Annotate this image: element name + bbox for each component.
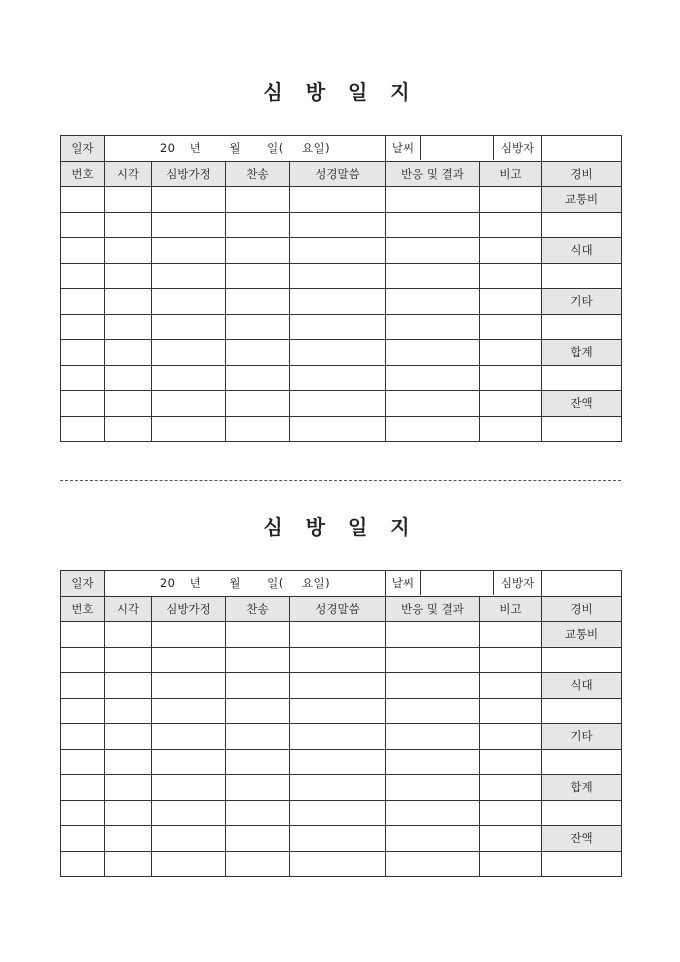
cell-family[interactable]: [152, 263, 226, 289]
cell-number[interactable]: [61, 826, 105, 852]
cell-response[interactable]: [386, 289, 480, 315]
visit-log-table: [60, 570, 622, 877]
table-row: [61, 238, 622, 264]
cell-hymn[interactable]: [226, 749, 290, 775]
col-family: 심방가정: [152, 161, 226, 187]
cell-number[interactable]: [61, 289, 105, 315]
table-row: [61, 263, 622, 289]
header-row: [61, 136, 622, 162]
table-row: [61, 622, 622, 648]
cell-number[interactable]: [61, 187, 105, 213]
cell-time[interactable]: [105, 724, 152, 750]
expense-value[interactable]: [542, 749, 622, 775]
col-scripture: 성경말씀: [290, 161, 386, 187]
cell-response[interactable]: [386, 698, 480, 724]
cell-time[interactable]: [105, 365, 152, 391]
cell-family[interactable]: [152, 851, 226, 877]
cell-note[interactable]: [480, 724, 542, 750]
date-year-prefix: 20: [159, 141, 176, 156]
date-month-unit: 월: [229, 141, 242, 156]
expense-value[interactable]: [542, 800, 622, 826]
expense-value[interactable]: [542, 851, 622, 877]
cell-number[interactable]: [61, 647, 105, 673]
cell-note[interactable]: [480, 851, 542, 877]
cell-scripture[interactable]: [290, 647, 386, 673]
weather-group: [386, 136, 542, 162]
visitor-field[interactable]: [542, 571, 622, 597]
cell-note[interactable]: [480, 673, 542, 699]
cell-family[interactable]: [152, 698, 226, 724]
cell-family[interactable]: [152, 340, 226, 366]
cut-line: [60, 480, 621, 481]
cell-note[interactable]: [480, 775, 542, 801]
cell-number[interactable]: [61, 314, 105, 340]
cell-family[interactable]: [152, 365, 226, 391]
cell-number[interactable]: [61, 851, 105, 877]
expense-label: 합계: [542, 340, 622, 366]
cell-family[interactable]: [152, 826, 226, 852]
cell-time[interactable]: [105, 340, 152, 366]
cell-hymn[interactable]: [226, 212, 290, 238]
cell-number[interactable]: [61, 724, 105, 750]
expense-label: 합계: [542, 775, 622, 801]
cell-family[interactable]: [152, 187, 226, 213]
cell-scripture[interactable]: [290, 724, 386, 750]
weather-field[interactable]: [421, 571, 494, 595]
weather-field[interactable]: [421, 136, 494, 160]
cell-note[interactable]: [480, 416, 542, 442]
col-hymn: 찬송: [226, 596, 290, 622]
cell-time[interactable]: [105, 775, 152, 801]
col-scripture: 성경말씀: [290, 596, 386, 622]
cell-number[interactable]: [61, 800, 105, 826]
cell-scripture[interactable]: [290, 851, 386, 877]
date-weekday-unit: 요일): [301, 141, 331, 156]
cell-time[interactable]: [105, 647, 152, 673]
weather-label: 날씨: [386, 571, 421, 595]
cell-time[interactable]: [105, 289, 152, 315]
table-row: [61, 187, 622, 213]
date-weekday-unit: 요일): [301, 576, 331, 591]
cell-hymn[interactable]: [226, 724, 290, 750]
cell-number[interactable]: [61, 698, 105, 724]
cell-number[interactable]: [61, 340, 105, 366]
expense-label: 기타: [542, 289, 622, 315]
cell-family[interactable]: [152, 416, 226, 442]
date-year-unit: 년: [189, 141, 202, 156]
cell-scripture[interactable]: [290, 622, 386, 648]
column-header-row: [61, 161, 622, 187]
cell-response[interactable]: [386, 416, 480, 442]
cell-scripture[interactable]: [290, 212, 386, 238]
cell-response[interactable]: [386, 826, 480, 852]
cell-scripture[interactable]: [290, 800, 386, 826]
cell-family[interactable]: [152, 238, 226, 264]
expense-value[interactable]: [542, 263, 622, 289]
cell-time[interactable]: [105, 851, 152, 877]
col-time: 시각: [105, 161, 152, 187]
cell-time[interactable]: [105, 826, 152, 852]
cell-response[interactable]: [386, 391, 480, 417]
table-row: [61, 851, 622, 877]
date-month-unit: 월: [229, 576, 242, 591]
cell-response[interactable]: [386, 800, 480, 826]
cell-time[interactable]: [105, 238, 152, 264]
cell-time[interactable]: [105, 416, 152, 442]
cell-hymn[interactable]: [226, 673, 290, 699]
cell-scripture[interactable]: [290, 238, 386, 264]
cell-scripture[interactable]: [290, 314, 386, 340]
table-row: [61, 647, 622, 673]
table-row: [61, 673, 622, 699]
cell-number[interactable]: [61, 416, 105, 442]
col-family: 심방가정: [152, 596, 226, 622]
table-row: [61, 314, 622, 340]
expense-value[interactable]: [542, 212, 622, 238]
cell-note[interactable]: [480, 800, 542, 826]
cell-number[interactable]: [61, 749, 105, 775]
cell-family[interactable]: [152, 314, 226, 340]
expense-value[interactable]: [542, 314, 622, 340]
expense-value[interactable]: [542, 698, 622, 724]
date-field[interactable]: [105, 571, 386, 597]
cell-scripture[interactable]: [290, 391, 386, 417]
table-row: [61, 775, 622, 801]
cell-hymn[interactable]: [226, 289, 290, 315]
cell-note[interactable]: [480, 289, 542, 315]
cell-note[interactable]: [480, 826, 542, 852]
cell-family[interactable]: [152, 289, 226, 315]
col-response: 반응 및 결과: [386, 161, 480, 187]
expense-label: 식대: [542, 238, 622, 264]
cell-response[interactable]: [386, 749, 480, 775]
cell-response[interactable]: [386, 314, 480, 340]
cell-note[interactable]: [480, 212, 542, 238]
col-expense: 경비: [542, 596, 622, 622]
cell-family[interactable]: [152, 391, 226, 417]
cell-family[interactable]: [152, 775, 226, 801]
cell-time[interactable]: [105, 749, 152, 775]
col-note: 비고: [480, 596, 542, 622]
cell-note[interactable]: [480, 263, 542, 289]
cell-note[interactable]: [480, 238, 542, 264]
col-hymn: 찬송: [226, 161, 290, 187]
date-label: 일자: [61, 571, 105, 597]
cell-family[interactable]: [152, 212, 226, 238]
cell-hymn[interactable]: [226, 187, 290, 213]
cell-note[interactable]: [480, 749, 542, 775]
expense-label: 교통비: [542, 622, 622, 648]
cell-response[interactable]: [386, 212, 480, 238]
cell-note[interactable]: [480, 187, 542, 213]
cell-hymn[interactable]: [226, 826, 290, 852]
cell-number[interactable]: [61, 238, 105, 264]
cell-number[interactable]: [61, 212, 105, 238]
cell-scripture[interactable]: [290, 365, 386, 391]
cell-number[interactable]: [61, 673, 105, 699]
cell-scripture[interactable]: [290, 698, 386, 724]
cell-number[interactable]: [61, 365, 105, 391]
visit-log-table: [60, 135, 622, 442]
cell-response[interactable]: [386, 851, 480, 877]
col-note: 비고: [480, 161, 542, 187]
cell-hymn[interactable]: [226, 365, 290, 391]
cell-note[interactable]: [480, 391, 542, 417]
cell-hymn[interactable]: [226, 340, 290, 366]
cell-family[interactable]: [152, 673, 226, 699]
date-year-prefix: 20: [159, 576, 176, 591]
cell-response[interactable]: [386, 263, 480, 289]
cell-time[interactable]: [105, 673, 152, 699]
expense-label: 식대: [542, 673, 622, 699]
cell-family[interactable]: [152, 749, 226, 775]
cell-time[interactable]: [105, 622, 152, 648]
cell-response[interactable]: [386, 340, 480, 366]
table-row: [61, 416, 622, 442]
date-day-unit: 일(: [267, 576, 284, 591]
col-number: 번호: [61, 161, 105, 187]
cell-response[interactable]: [386, 647, 480, 673]
cell-scripture[interactable]: [290, 289, 386, 315]
cell-response[interactable]: [386, 724, 480, 750]
cell-hymn[interactable]: [226, 263, 290, 289]
cell-note[interactable]: [480, 647, 542, 673]
expense-label: 잔액: [542, 391, 622, 417]
cell-hymn[interactable]: [226, 391, 290, 417]
cell-number[interactable]: [61, 622, 105, 648]
date-label: 일자: [61, 136, 105, 162]
col-number: 번호: [61, 596, 105, 622]
col-expense: 경비: [542, 161, 622, 187]
visitor-field[interactable]: [542, 136, 622, 162]
cell-number[interactable]: [61, 391, 105, 417]
expense-value[interactable]: [542, 365, 622, 391]
cell-family[interactable]: [152, 622, 226, 648]
cell-time[interactable]: [105, 391, 152, 417]
cell-hymn[interactable]: [226, 647, 290, 673]
col-response: 반응 및 결과: [386, 596, 480, 622]
page-title: 심 방 일 지: [263, 515, 418, 539]
table-row: [61, 724, 622, 750]
cell-scripture[interactable]: [290, 673, 386, 699]
date-field[interactable]: [105, 136, 386, 162]
table-row: [61, 800, 622, 826]
column-header-row: [61, 596, 622, 622]
cell-time[interactable]: [105, 212, 152, 238]
cell-hymn[interactable]: [226, 800, 290, 826]
cell-time[interactable]: [105, 187, 152, 213]
weather-group: [386, 571, 542, 597]
table-row: [61, 391, 622, 417]
header-row: [61, 571, 622, 597]
cell-note[interactable]: [480, 340, 542, 366]
cell-number[interactable]: [61, 263, 105, 289]
table-row: [61, 698, 622, 724]
cell-response[interactable]: [386, 673, 480, 699]
table-row: [61, 289, 622, 315]
cell-scripture[interactable]: [290, 416, 386, 442]
cell-time[interactable]: [105, 698, 152, 724]
cell-response[interactable]: [386, 622, 480, 648]
expense-value[interactable]: [542, 647, 622, 673]
cell-scripture[interactable]: [290, 749, 386, 775]
cell-hymn[interactable]: [226, 622, 290, 648]
cell-note[interactable]: [480, 622, 542, 648]
cell-hymn[interactable]: [226, 314, 290, 340]
cell-family[interactable]: [152, 647, 226, 673]
cell-time[interactable]: [105, 314, 152, 340]
cell-hymn[interactable]: [226, 238, 290, 264]
cell-scripture[interactable]: [290, 775, 386, 801]
date-year-unit: 년: [189, 576, 202, 591]
table-row: [61, 826, 622, 852]
table-row: [61, 749, 622, 775]
expense-label: 잔액: [542, 826, 622, 852]
cell-note[interactable]: [480, 365, 542, 391]
cell-family[interactable]: [152, 800, 226, 826]
table-row: [61, 212, 622, 238]
cell-hymn[interactable]: [226, 851, 290, 877]
table-row: [61, 365, 622, 391]
cell-time[interactable]: [105, 800, 152, 826]
date-day-unit: 일(: [267, 141, 284, 156]
page-title: 심 방 일 지: [263, 80, 418, 104]
cell-scripture[interactable]: [290, 826, 386, 852]
visitor-label: 심방자: [500, 141, 535, 156]
cell-scripture[interactable]: [290, 263, 386, 289]
cell-note[interactable]: [480, 314, 542, 340]
cell-number[interactable]: [61, 775, 105, 801]
cell-scripture[interactable]: [290, 340, 386, 366]
cell-response[interactable]: [386, 775, 480, 801]
weather-label: 날씨: [386, 136, 421, 160]
cell-response[interactable]: [386, 238, 480, 264]
cell-response[interactable]: [386, 187, 480, 213]
cell-hymn[interactable]: [226, 698, 290, 724]
expense-value[interactable]: [542, 416, 622, 442]
cell-note[interactable]: [480, 698, 542, 724]
col-time: 시각: [105, 596, 152, 622]
cell-family[interactable]: [152, 724, 226, 750]
expense-label: 교통비: [542, 187, 622, 213]
visitor-label: 심방자: [500, 576, 535, 591]
table-row: [61, 340, 622, 366]
cell-hymn[interactable]: [226, 416, 290, 442]
cell-scripture[interactable]: [290, 187, 386, 213]
expense-label: 기타: [542, 724, 622, 750]
cell-response[interactable]: [386, 365, 480, 391]
cell-hymn[interactable]: [226, 775, 290, 801]
cell-time[interactable]: [105, 263, 152, 289]
